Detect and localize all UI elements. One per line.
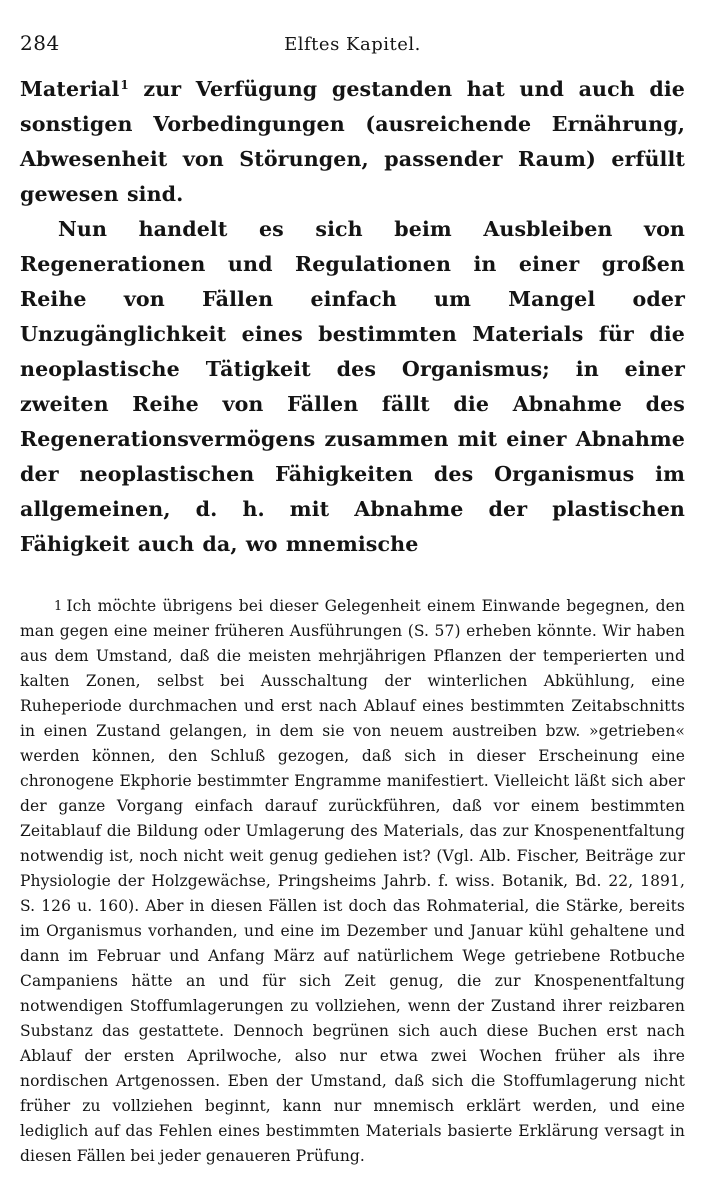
footnote-marker: 1 <box>54 599 63 615</box>
paragraph-1-start: Material <box>20 77 120 101</box>
main-text <box>20 72 685 562</box>
footnote-reference: 1 <box>120 77 129 92</box>
footnote-section <box>20 594 685 1169</box>
page-header <box>20 28 685 58</box>
page-number: 284 <box>20 31 60 55</box>
footnote-1 <box>20 594 685 1169</box>
paragraph-2: Nun handelt es sich beim Ausbleiben von Regenerationen und Regulationen in einer großen Reihe von Fällen einfach um Mangel oder Unzugänglichkeit eines bestimmten Materials für die neoplastische Tätigkeit des Organismus; in einer zweiten Reihe von Fällen fällt die Abnahme des Regenerationsvermögens zusammen mit einer Abnahme der neoplastischen Fähigkeiten des Organismus im allgemeinen, d. h. mit Abnahme der plastischen Fähigkeit auch da, wo mnemische <box>20 217 685 556</box>
footnote-text: Ich möchte übrigens bei dieser Gelegenheit einem Einwande begegnen, den man gegen eine meiner früheren Ausführungen (S. 57) erheben könnte. Wir haben aus dem Umstand, daß die meisten mehrjährigen Pflanzen der temperierten und kalten Zonen, selbst bei Ausschaltung der winterlichen Abkühlung, eine Ruheperiode durchmachen und erst nach Ablauf eines bestimmten Zeitabschnitts in einen Zustand gelangen, in dem sie von neuem austreiben bzw. »getrieben« werden können, den Schluß gezogen, daß sich in dieser Erscheinung eine chronogene Ekphorie bestimmter Engramme manifestiert. Vielleicht läßt sich aber der ganze Vorgang einfach darauf zurückführen, daß vor einem bestimmten Zeitablauf die Bildung oder Umlagerung des Materials, das zur Knospenentfaltung notwendig ist, noch nicht weit genug gediehen ist? (Vgl. Alb. Fischer, Beiträge zur Physiologie der Holzgewächse, Pringsheims Jahrb. f. wiss. Botanik, Bd. 22, 1891, S. 126 u. 160). Aber in diesen Fällen ist doch das Rohmaterial, die Stärke, bereits im Organismus vorhanden, und eine im Dezember und Januar kühl gehaltene und dann im Februar und Anfang März auf natürlichem Wege getriebene Rotbuche Campaniens hätte an und für sich Zeit genug, die zur Knospenentfaltung notwendigen Stoffumlagerungen zu vollziehen, wenn der Zustand ihrer reizbaren Substanz das gestattete. Dennoch begrünen sich auch diese Buchen erst nach Ablauf der ersten Aprilwoche, also nur etwa zwei Wochen früher als ihre nordischen Artgenossen. Eben der Umstand, daß sich die Stoffumlagerung nicht früher zu vollziehen beginnt, kann nur mnemisch erklärt werden, und eine lediglich auf das Fehlen eines bestimmten Materials basierte Erklärung versagt in diesen Fällen bei jeder genaueren Prüfung. <box>20 597 685 1166</box>
book-page <box>20 28 685 1169</box>
paragraph-1 <box>20 72 685 212</box>
paragraph-1-rest: zur Verfügung gestanden hat und auch die sonstigen Vorbedingungen (ausreichende Ernährung, Abwesenheit von Störungen, passender Raum) erfüllt gewesen sind. <box>20 77 685 206</box>
running-title: Elftes Kapitel. <box>284 34 421 55</box>
